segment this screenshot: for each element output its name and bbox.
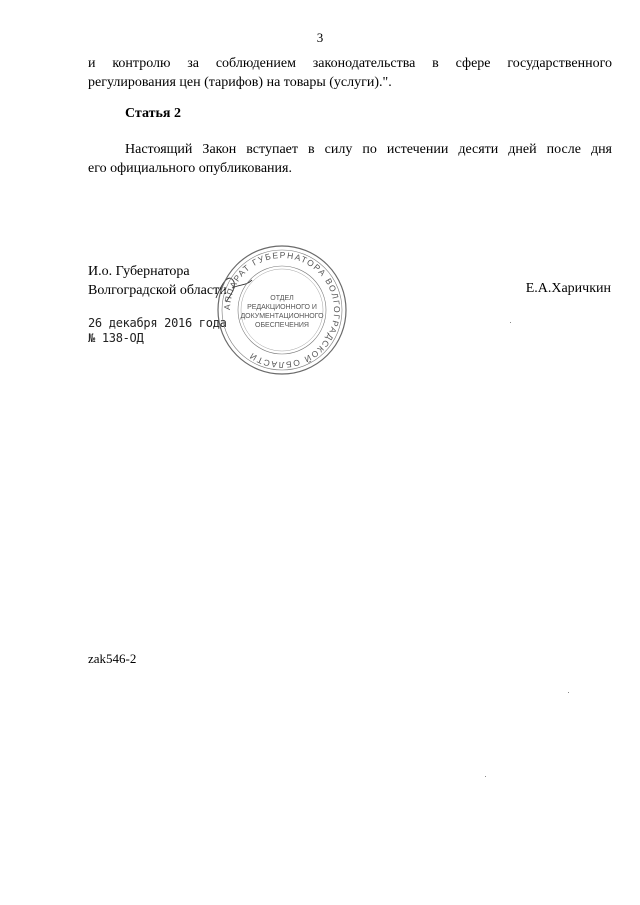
scan-speck bbox=[510, 322, 511, 323]
document-id: zak546-2 bbox=[88, 651, 137, 666]
paragraph-continuation bbox=[88, 54, 612, 92]
signatory-name: Е.А.Харичкин bbox=[525, 281, 611, 296]
svg-text:ОТДЕЛ: ОТДЕЛ bbox=[270, 295, 294, 302]
article-title: Статья 2 bbox=[125, 106, 181, 121]
svg-text:РЕДАКЦИОННОГО И: РЕДАКЦИОННОГО И bbox=[247, 304, 317, 311]
signing-date-block bbox=[88, 316, 227, 346]
seal-ring-text: АППАРАТ ГУБЕРНАТОРА ВОЛГОГРАДСКОЙ ОБЛАСТИ bbox=[221, 249, 343, 371]
paragraph-line: регулирования цен (тарифов) на товары (услуги).". bbox=[88, 75, 392, 90]
scan-speck bbox=[568, 692, 569, 693]
law-number: № 138-ОД bbox=[88, 331, 144, 345]
paragraph-line: его официального опубликования. bbox=[88, 161, 292, 176]
paragraph-line: Настоящий Закон вступает в силу по истечении десяти дней после дня bbox=[125, 142, 612, 157]
official-seal bbox=[214, 242, 350, 378]
paragraph-line: и контролю за соблюдением законодательства в сфере государственного bbox=[88, 56, 612, 71]
signatory-title-line: И.о. Губернатора bbox=[88, 264, 190, 279]
scan-speck bbox=[485, 776, 486, 777]
signatory-title-line: Волгоградской области bbox=[88, 283, 227, 298]
svg-text:ДОКУМЕНТАЦИОННОГО: ДОКУМЕНТАЦИОННОГО bbox=[240, 313, 324, 320]
article-2-paragraph bbox=[88, 140, 612, 178]
svg-text:ОБЕСПЕЧЕНИЯ: ОБЕСПЕЧЕНИЯ bbox=[255, 322, 309, 329]
page-number: 3 bbox=[316, 30, 324, 45]
signing-date: 26 декабря 2016 года bbox=[88, 316, 227, 330]
